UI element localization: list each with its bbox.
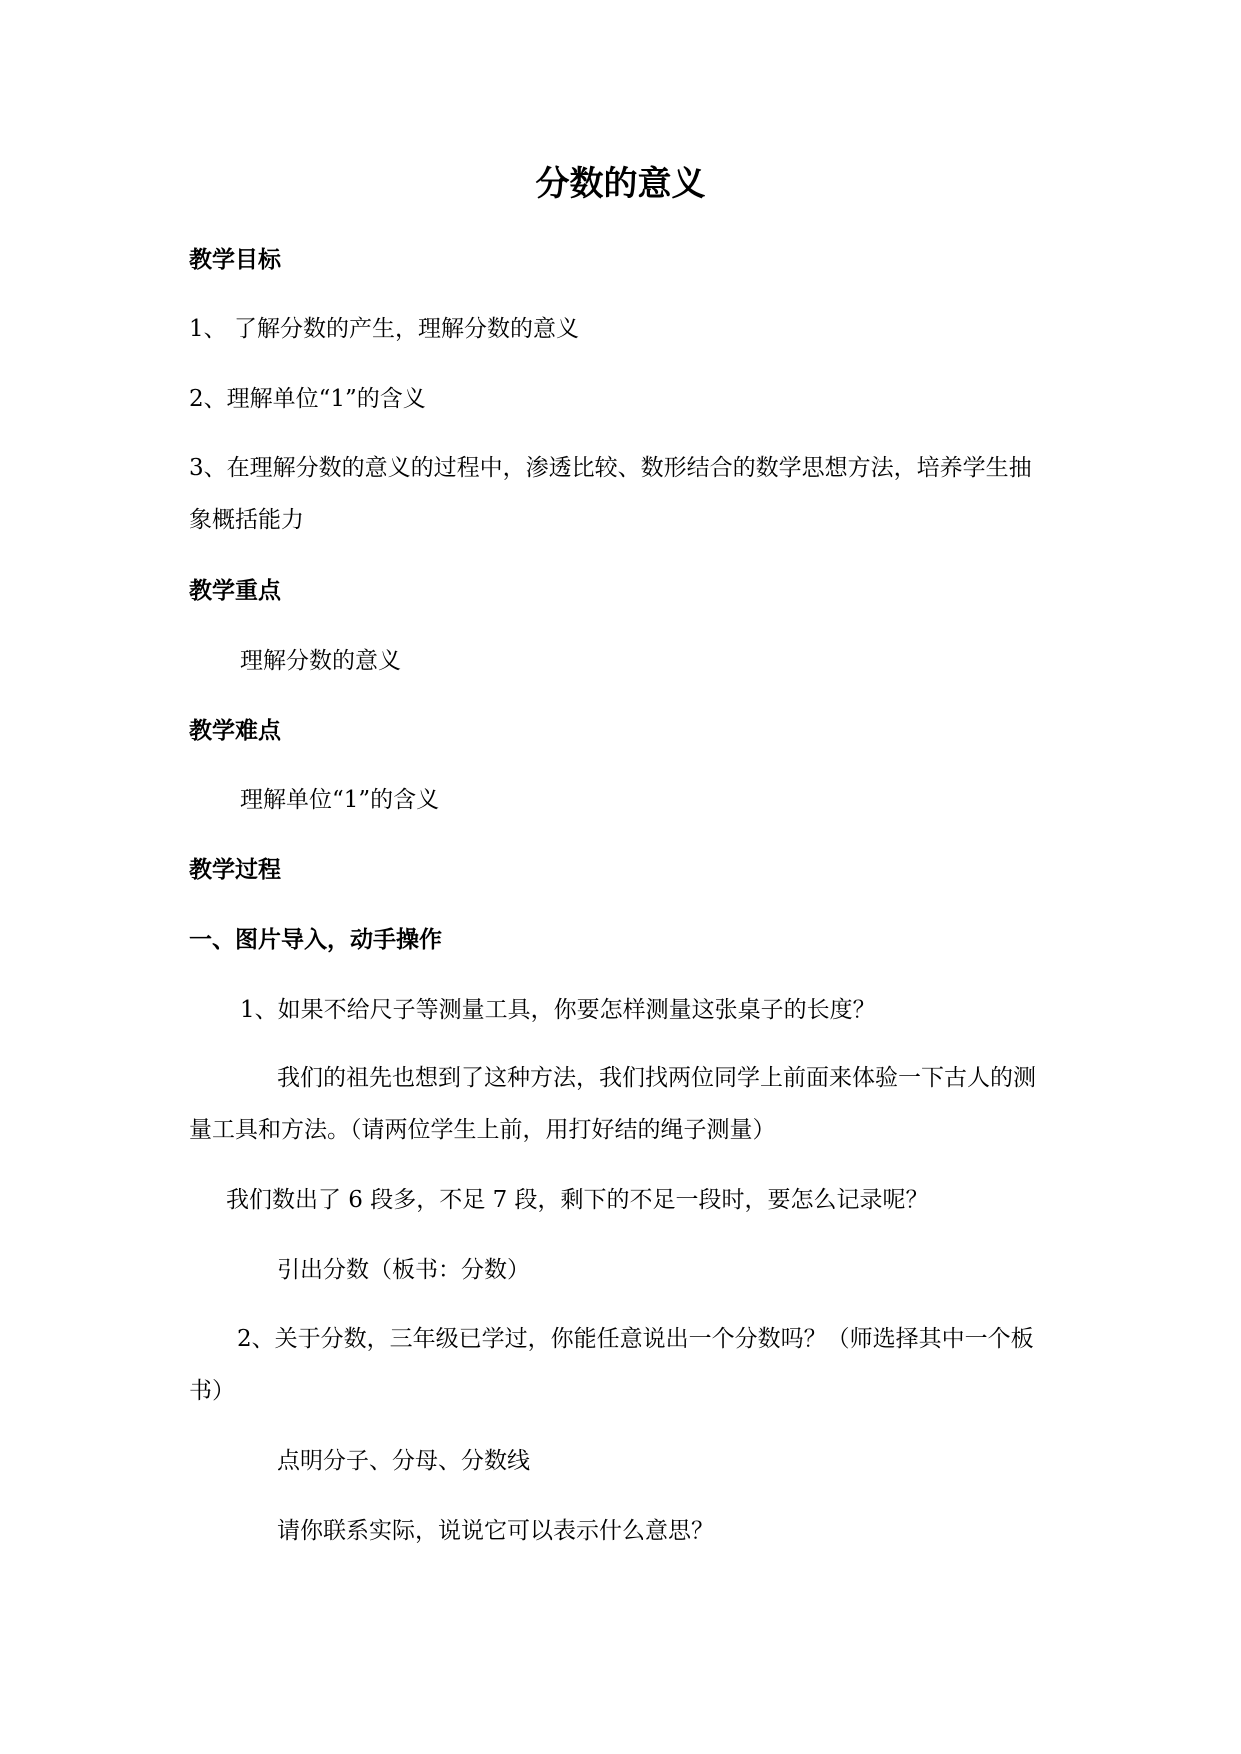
process-step1: 1、如果不给尺子等测量工具，你要怎样测量这张桌子的长度？ [240, 997, 876, 1023]
process-heading: 教学过程 [189, 857, 281, 883]
process-step1-lead: 引出分数（板书：分数） [277, 1257, 530, 1283]
difficulty-text: 理解单位“1”的含义 [240, 787, 440, 813]
process-step1-count: 我们数出了 6 段多，不足 7 段，剩下的不足一段时，要怎么记录呢？ [226, 1187, 929, 1213]
process-step2-ask: 请你联系实际，说说它可以表示什么意思？ [277, 1518, 714, 1544]
objectives-heading: 教学目标 [189, 247, 281, 273]
objective-item-1: 1、 了解分数的产生，理解分数的意义 [189, 316, 579, 342]
key-point-heading: 教学重点 [189, 578, 281, 604]
process-part1-heading: 一、图片导入，动手操作 [189, 927, 442, 953]
objective-item-3: 3、在理解分数的意义的过程中，渗透比较、数形结合的数学思想方法，培养学生抽象概括能力 [189, 455, 1032, 533]
objective-item-2: 2、理解单位“1”的含义 [189, 386, 426, 412]
key-point-text: 理解分数的意义 [240, 648, 401, 674]
process-step2: 2、关于分数，三年级已学过，你能任意说出一个分数吗？（师选择其中一个板书） [189, 1326, 1034, 1404]
document-title: 分数的意义 [535, 164, 706, 204]
process-step1-paragraph: 我们的祖先也想到了这种方法，我们找两位同学上前面来体验一下古人的测量工具和方法。（请两位学生上前，用打好结的绳子测量） [189, 1065, 1036, 1143]
process-step2-point: 点明分子、分母、分数线 [277, 1448, 530, 1474]
difficulty-heading: 教学难点 [189, 718, 281, 744]
